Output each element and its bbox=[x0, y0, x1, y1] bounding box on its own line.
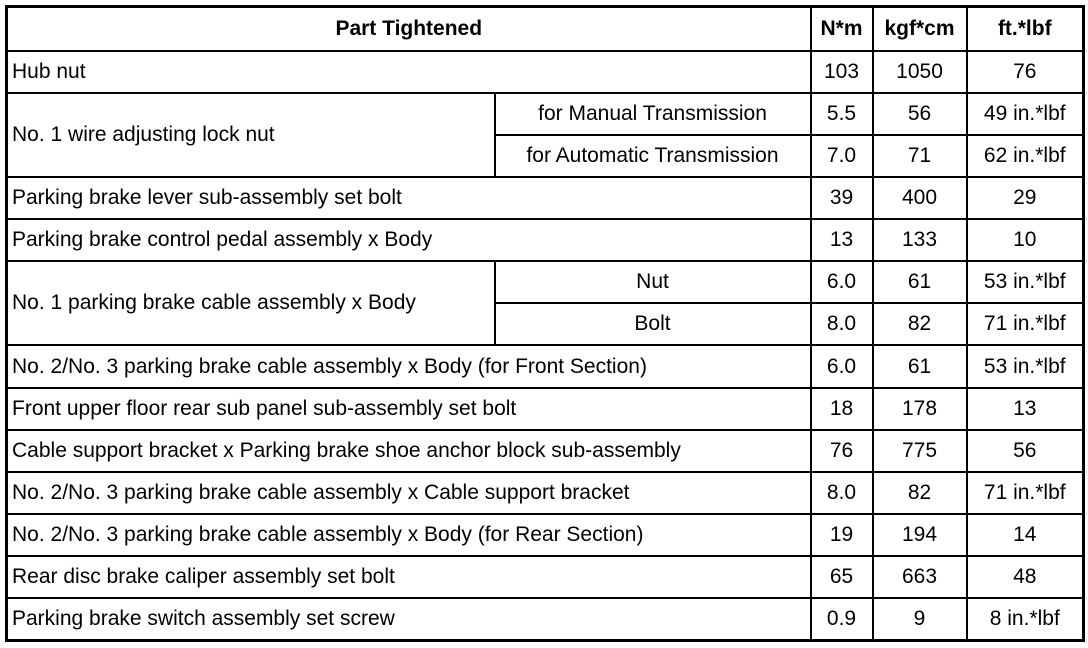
part-name: Rear disc brake caliper assembly set bolt bbox=[7, 556, 811, 598]
table-row bbox=[7, 430, 1084, 472]
header-kgfcm: kgf*cm bbox=[873, 7, 967, 51]
part-name: No. 1 parking brake cable assembly x Body bbox=[7, 261, 495, 345]
part-name: Front upper floor rear sub panel sub-assembly set bolt bbox=[7, 388, 811, 430]
value-ftlbf: 53 in.*lbf bbox=[967, 345, 1084, 387]
value-kgfcm: 133 bbox=[873, 219, 967, 261]
part-name: Parking brake lever sub-assembly set bolt bbox=[7, 177, 811, 219]
value-nm: 13 bbox=[811, 219, 873, 261]
value-kgfcm: 400 bbox=[873, 177, 967, 219]
table-row bbox=[7, 261, 1084, 303]
value-kgfcm: 82 bbox=[873, 472, 967, 514]
value-nm: 76 bbox=[811, 430, 873, 472]
value-nm: 0.9 bbox=[811, 598, 873, 640]
part-name: Cable support bracket x Parking brake shoe anchor block sub-assembly bbox=[7, 430, 811, 472]
header-row bbox=[7, 7, 1084, 51]
value-kgfcm: 178 bbox=[873, 388, 967, 430]
table-row bbox=[7, 514, 1084, 556]
value-ftlbf: 71 in.*lbf bbox=[967, 472, 1084, 514]
value-kgfcm: 1050 bbox=[873, 51, 967, 93]
part-name: No. 2/No. 3 parking brake cable assembly x Body (for Front Section) bbox=[7, 345, 811, 387]
part-name: Parking brake switch assembly set screw bbox=[7, 598, 811, 640]
value-ftlbf: 56 bbox=[967, 430, 1084, 472]
part-name: No. 2/No. 3 parking brake cable assembly x Body (for Rear Section) bbox=[7, 514, 811, 556]
value-nm: 18 bbox=[811, 388, 873, 430]
value-nm: 65 bbox=[811, 556, 873, 598]
sub-condition: for Automatic Transmission bbox=[495, 135, 811, 177]
sub-condition: Bolt bbox=[495, 303, 811, 345]
value-kgfcm: 82 bbox=[873, 303, 967, 345]
value-ftlbf: 10 bbox=[967, 219, 1084, 261]
part-name: Parking brake control pedal assembly x Body bbox=[7, 219, 811, 261]
value-nm: 8.0 bbox=[811, 303, 873, 345]
table-row bbox=[7, 51, 1084, 93]
value-nm: 5.5 bbox=[811, 93, 873, 135]
value-ftlbf: 14 bbox=[967, 514, 1084, 556]
torque-spec-table bbox=[5, 5, 1085, 642]
value-ftlbf: 8 in.*lbf bbox=[967, 598, 1084, 640]
value-kgfcm: 61 bbox=[873, 261, 967, 303]
value-ftlbf: 48 bbox=[967, 556, 1084, 598]
value-ftlbf: 53 in.*lbf bbox=[967, 261, 1084, 303]
value-ftlbf: 76 bbox=[967, 51, 1084, 93]
value-kgfcm: 663 bbox=[873, 556, 967, 598]
value-kgfcm: 71 bbox=[873, 135, 967, 177]
sub-condition: Nut bbox=[495, 261, 811, 303]
value-kgfcm: 9 bbox=[873, 598, 967, 640]
table-row bbox=[7, 93, 1084, 135]
table-row bbox=[7, 556, 1084, 598]
value-ftlbf: 13 bbox=[967, 388, 1084, 430]
value-ftlbf: 49 in.*lbf bbox=[967, 93, 1084, 135]
table-row bbox=[7, 388, 1084, 430]
table-row bbox=[7, 598, 1084, 640]
table-row bbox=[7, 219, 1084, 261]
value-nm: 7.0 bbox=[811, 135, 873, 177]
value-nm: 103 bbox=[811, 51, 873, 93]
header-nm: N*m bbox=[811, 7, 873, 51]
value-kgfcm: 56 bbox=[873, 93, 967, 135]
table-row bbox=[7, 345, 1084, 387]
value-nm: 6.0 bbox=[811, 345, 873, 387]
header-part-tightened: Part Tightened bbox=[7, 7, 811, 51]
sub-condition: for Manual Transmission bbox=[495, 93, 811, 135]
value-kgfcm: 194 bbox=[873, 514, 967, 556]
value-nm: 8.0 bbox=[811, 472, 873, 514]
value-nm: 19 bbox=[811, 514, 873, 556]
part-name: No. 1 wire adjusting lock nut bbox=[7, 93, 495, 177]
value-ftlbf: 29 bbox=[967, 177, 1084, 219]
value-ftlbf: 71 in.*lbf bbox=[967, 303, 1084, 345]
part-name: No. 2/No. 3 parking brake cable assembly x Cable support bracket bbox=[7, 472, 811, 514]
part-name: Hub nut bbox=[7, 51, 811, 93]
value-nm: 6.0 bbox=[811, 261, 873, 303]
value-nm: 39 bbox=[811, 177, 873, 219]
value-kgfcm: 61 bbox=[873, 345, 967, 387]
table-row bbox=[7, 177, 1084, 219]
value-ftlbf: 62 in.*lbf bbox=[967, 135, 1084, 177]
table-row bbox=[7, 472, 1084, 514]
value-kgfcm: 775 bbox=[873, 430, 967, 472]
header-ftlbf: ft.*lbf bbox=[967, 7, 1084, 51]
